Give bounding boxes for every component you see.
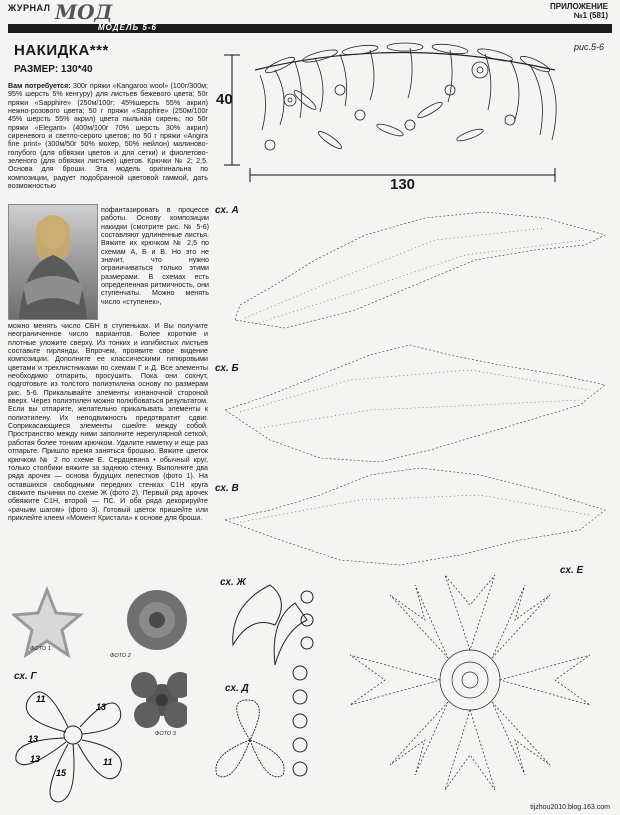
- model-photo: [8, 204, 98, 320]
- photo-3-caption: ФОТО 3: [155, 731, 176, 737]
- model-label: МОДЕЛЬ 5-6: [98, 23, 157, 32]
- petal-number-5: 15: [56, 768, 67, 778]
- issue-info: [550, 2, 608, 20]
- article-size: РАЗМЕР: 130*40: [14, 64, 93, 75]
- scheme-e-diagram: [330, 565, 610, 800]
- height-dimension: [224, 55, 240, 165]
- garland-flowers: [265, 62, 515, 150]
- photo-2-flower: [127, 590, 187, 650]
- scheme-g-diagram: [8, 680, 138, 808]
- scheme-e-label: сх. Е: [560, 565, 584, 576]
- petal-number-3: 11: [103, 757, 113, 767]
- petal-number-1: 11: [36, 694, 46, 704]
- leaf-garland: [255, 43, 556, 151]
- article-title: НАКИДКА***: [14, 42, 109, 59]
- supplement-label: ПРИЛОЖЕНИЕ: [550, 2, 608, 11]
- magazine-logo: МОД: [55, 0, 113, 24]
- photo-1-caption: ФОТО 1: [30, 646, 51, 652]
- materials-paragraph: [8, 82, 208, 190]
- model-bar: [8, 24, 612, 33]
- body-paragraph-1: пофантазировать в процессе работы. Основу композиции накидки (смотрите рис. № 5-6) составляют удлиненные листья. Вяжите их крючком № 2,5 по схемам А, Б и В. Но это не значит, что нужно ограничиваться только этими размерами. В схемах есть определенная ритмичность, они ступенчаты. Можно менять число «ступенек»,: [101, 206, 209, 306]
- materials-text: 300г пряжи «Kangaroo wool» (100г/300м; 95% шерсть 5% кенгуру) для листьев бежевого цвета; 50г пряжи «Sapphire» (250м/100г; 45%шерсть 55% акрил) нежно-розового цвета; 50 г пряжи «Sapphire» (250м/100г 45% шерсть 55% акрил) цвета пыльная сирень; по 50г пряжи «Elegant» (400м/100г 70% шерсть 30% акрил) сиреневого и светло-серого цветов; по 50 г пряжи «Angira fine print» (300м/50г 50% мохер, 50% нейлон) малиново-голубого (для обвязки цветов и для сетки) и фиолетово-зеленого (для обвязки листьев) цветов. Крючки № 2; 2,5. Основа для броши. Эта модель оригинальна по композиции, радует подобранной цветовой гаммой, дать возможностью: [8, 82, 208, 191]
- scheme-v-label: сх. В: [215, 483, 239, 494]
- petal-number-6: 13: [30, 754, 41, 764]
- issue-number: №1 (581): [573, 11, 608, 20]
- scheme-d-label: сх. Д: [225, 683, 249, 694]
- scheme-g-label: сх. Г: [14, 671, 37, 682]
- footer-watermark: tijzhou2010.blog.163.com: [530, 804, 610, 811]
- magazine-label: ЖУРНАЛ: [8, 3, 51, 13]
- petal-number-4: 13: [28, 734, 39, 744]
- petal-number-2: 13: [96, 702, 107, 712]
- scheme-v-diagram: [220, 460, 610, 570]
- width-label: 130: [390, 176, 416, 193]
- photo-2-caption: ФОТО 2: [110, 653, 131, 659]
- figure-reference: рис.5-6: [573, 42, 604, 52]
- height-label: 40: [216, 91, 233, 108]
- scheme-b-diagram: [210, 340, 610, 470]
- scheme-b-label: сх. Б: [215, 363, 239, 374]
- scheme-a-label: сх. А: [215, 205, 239, 216]
- materials-label: Вам потребуется:: [8, 82, 71, 90]
- photo-3-flower: [131, 672, 187, 728]
- body-paragraph-2: можно менять число СБН в ступеньках. И Вы получите неограниченное число вариантов. Более короткие и плотные уложите сверху. Из тонких и изгибистых листьев составьте гирлянды. Впрочем, проявите свое видение композиции. Дополните ее классическими гипюровыми цветами и трехлистниками по схемам Г и Д. Все элементы необходимо отпарить, просушить. Пока они сохнут, подготовьте из толстого полиэтилена основу по размерам рис. 5-6. Прикалывайте элементы изнаночной стороной вверх. Через полиэтилен можно полюбоваться результатом. Если вы отпарите, желательно прикалывать элементы к полиэтилену. Их неподвижность предотвратит сдвиг. Соприкасающиеся элементы сшейте между собой. Пространство между ними заполните нерегулярной сеткой, работая более тонким крючком. Удалите наметку и еще раз отпарьте. Пришло время заняться брошью. Вяжите цветок крючком № 2 по схеме Е. Сердцевина • обычный круг, только столбики вяжите за заднюю стенку. Выполните два ряда арочек — основа будущих лепестков (фото 1). На оставшихся свободными передних стенках С1Н круга свяжите пычинки по схеме Ж (фото 2). Первый ряд арочек обвяжите С1Н, второй — ПС. И оба ряда декорируйте «рачьим шагом» (фото 3). Готовый цветок пришейте или приклейте клеем «Момент Кристала» к основе для броши.: [8, 322, 208, 522]
- scheme-a-diagram: [215, 200, 615, 340]
- scheme-d-diagram: [205, 695, 295, 790]
- model-silhouette: [9, 205, 97, 319]
- scheme-zh-label: сх. Ж: [220, 577, 246, 588]
